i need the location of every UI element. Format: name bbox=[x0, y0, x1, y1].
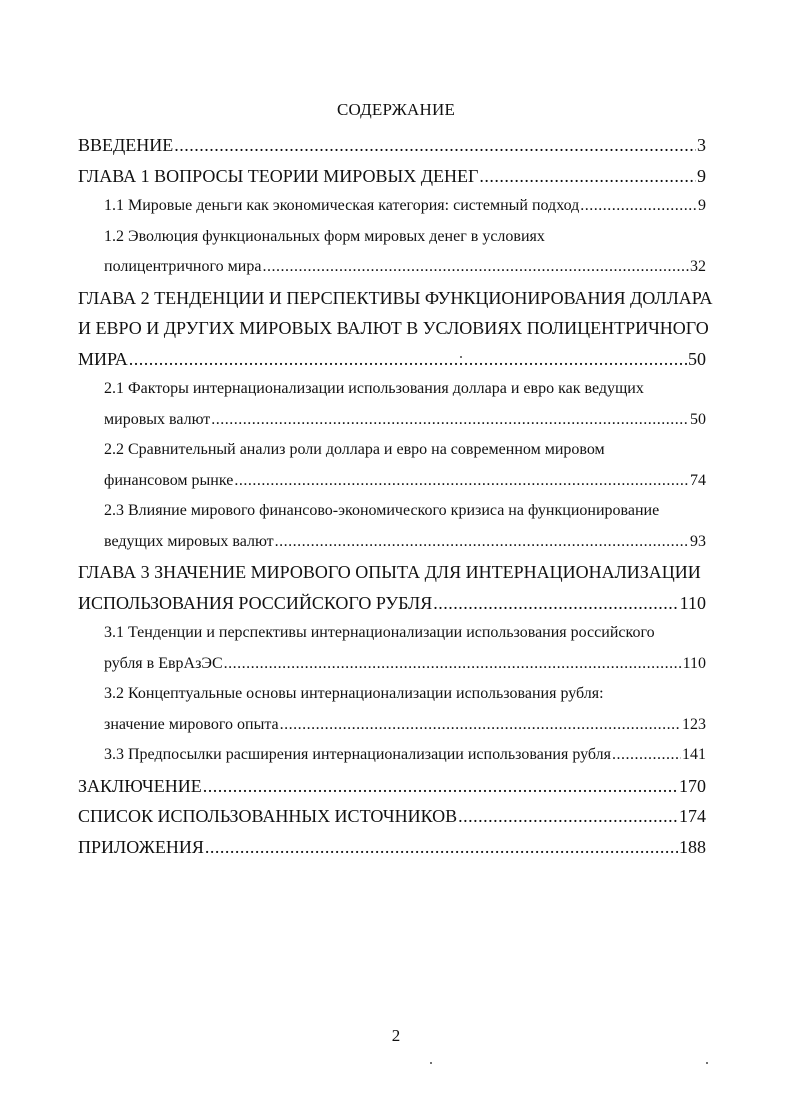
toc-entry-last-line bbox=[78, 344, 706, 375]
toc-entry-text: 2.2 Сравнительный анализ роли доллара и евро на современном мировом bbox=[104, 441, 605, 458]
toc-entry-text: 1.1 Мировые деньги как экономическая категория: системный подход bbox=[104, 197, 580, 214]
toc-entry-last-line bbox=[78, 801, 706, 832]
scan-speck bbox=[706, 1062, 708, 1064]
toc-entry-text: ГЛАВА 2 ТЕНДЕНЦИИ И ПЕРСПЕКТИВЫ ФУНКЦИОНИРОВАНИЯ ДОЛЛАРА bbox=[78, 287, 713, 308]
toc-entry-text: 2.3 Влияние мирового финансово-экономического кризиса на функционирование bbox=[104, 502, 660, 519]
toc-section-entry[interactable] bbox=[78, 191, 706, 222]
dot-leader bbox=[211, 405, 689, 436]
toc-page-number: 32 bbox=[690, 258, 706, 275]
dot-leader bbox=[280, 710, 681, 741]
toc-entry-last-line bbox=[104, 252, 706, 283]
toc-entry-last-line bbox=[104, 710, 706, 741]
toc-page-number: 9 bbox=[698, 197, 706, 214]
toc-entry-last-line bbox=[78, 771, 706, 802]
toc-entry-text: 3.1 Тенденции и перспективы интернационализации использования российского bbox=[104, 624, 655, 641]
dot-leader bbox=[205, 832, 678, 863]
dot-leader bbox=[612, 740, 681, 771]
toc-page-number: 174 bbox=[679, 806, 706, 826]
toc-entry-last-line bbox=[104, 527, 706, 558]
dot-leader bbox=[174, 130, 696, 161]
toc-section-entry[interactable] bbox=[78, 435, 706, 496]
toc-entry-text: полицентричного мира bbox=[104, 258, 262, 275]
toc-section-entry[interactable] bbox=[78, 222, 706, 283]
toc-section-entry[interactable] bbox=[78, 740, 706, 771]
toc-page-number: 123 bbox=[682, 715, 706, 733]
toc-page-number: 9 bbox=[697, 165, 706, 186]
toc-entry-text: ПРИЛОЖЕНИЯ bbox=[78, 836, 204, 857]
toc-section-entry[interactable] bbox=[78, 679, 706, 740]
toc-chapter-entry[interactable] bbox=[78, 557, 706, 618]
dot-leader bbox=[224, 649, 682, 680]
toc-page-number: 50 bbox=[688, 348, 706, 369]
toc-page-number: 188 bbox=[679, 836, 706, 857]
toc-chapter-entry[interactable] bbox=[78, 161, 706, 192]
toc-section-entry[interactable] bbox=[78, 496, 706, 557]
toc-entry-last-line bbox=[78, 161, 706, 192]
toc-entry-text: ВВЕДЕНИЕ bbox=[78, 135, 174, 155]
toc-entry-last-line bbox=[104, 191, 706, 222]
toc-page-number: 110 bbox=[679, 592, 706, 613]
dot-leader bbox=[129, 344, 687, 375]
dot-leader bbox=[433, 588, 678, 619]
toc-page-number: 170 bbox=[679, 775, 706, 796]
toc-entry-text: мировых валют bbox=[104, 410, 211, 428]
scan-speck bbox=[460, 356, 462, 358]
page-number: 2 bbox=[391, 1026, 401, 1045]
toc-entry-text: ЗАКЛЮЧЕНИЕ bbox=[78, 775, 202, 796]
toc-page-number: 93 bbox=[690, 532, 706, 550]
toc-entry-last-line bbox=[104, 649, 706, 680]
toc-entry-last-line bbox=[78, 130, 706, 161]
toc-entry-last-line bbox=[104, 405, 706, 436]
toc-chapter-entry[interactable] bbox=[78, 832, 706, 863]
toc-entry-text: 2.1 Факторы интернационализации использования доллара и евро как ведущих bbox=[104, 380, 644, 397]
toc-entry-text: ведущих мировых валют bbox=[104, 532, 274, 550]
dot-leader bbox=[275, 527, 689, 558]
toc-entry-text: И ЕВРО И ДРУГИХ МИРОВЫХ ВАЛЮТ В УСЛОВИЯХ ПОЛИЦЕНТРИЧНОГО bbox=[78, 318, 709, 338]
toc-entry-text: СПИСОК ИСПОЛЬЗОВАННЫХ ИСТОЧНИКОВ bbox=[78, 806, 458, 826]
toc-title: СОДЕРЖАНИЕ bbox=[336, 100, 456, 119]
dot-leader bbox=[234, 466, 689, 497]
dot-leader bbox=[580, 191, 697, 222]
toc-entry-text: ГЛАВА 1 ВОПРОСЫ ТЕОРИИ МИРОВЫХ ДЕНЕГ bbox=[78, 165, 479, 186]
toc-section-entry[interactable] bbox=[78, 374, 706, 435]
toc-chapter-entry[interactable] bbox=[78, 771, 706, 802]
toc-entry-text: ИСПОЛЬЗОВАНИЯ РОССИЙСКОГО РУБЛЯ bbox=[78, 592, 433, 613]
toc-entry-last-line bbox=[104, 740, 706, 771]
toc-entry-text: ГЛАВА 3 ЗНАЧЕНИЕ МИРОВОГО ОПЫТА ДЛЯ ИНТЕРНАЦИОНАЛИЗАЦИИ bbox=[78, 562, 701, 582]
toc-chapter-entry[interactable] bbox=[78, 130, 706, 161]
toc-page-number: 141 bbox=[682, 746, 706, 763]
dot-leader bbox=[458, 801, 678, 832]
toc-entry-text: 1.2 Эволюция функциональных форм мировых денег в условиях bbox=[104, 227, 545, 245]
toc-entry-last-line bbox=[104, 466, 706, 497]
toc-chapter-entry[interactable] bbox=[78, 801, 706, 832]
toc-entry-text: значение мирового опыта bbox=[104, 715, 279, 733]
toc-page-number: 50 bbox=[690, 410, 706, 428]
toc-page-number: 74 bbox=[690, 471, 706, 489]
toc-chapter-entry[interactable] bbox=[78, 283, 713, 375]
dot-leader bbox=[203, 771, 678, 802]
table-of-contents bbox=[78, 130, 713, 862]
toc-entry-text: 3.3 Предпосылки расширения интернационализации использования рубля bbox=[104, 746, 611, 763]
toc-page-number: 3 bbox=[697, 135, 706, 155]
dot-leader bbox=[262, 252, 689, 283]
toc-page-number: 110 bbox=[682, 654, 706, 672]
toc-entry-text: финансовом рынке bbox=[104, 471, 234, 489]
toc-section-entry[interactable] bbox=[78, 618, 706, 679]
toc-entry-text: рубля в ЕврАзЭС bbox=[104, 654, 223, 672]
toc-entry-text: МИРА bbox=[78, 348, 128, 369]
toc-entry-last-line bbox=[78, 588, 706, 619]
toc-entry-text: 3.2 Концептуальные основы интернационализации использования рубля: bbox=[104, 685, 604, 702]
dot-leader bbox=[479, 161, 696, 192]
scan-speck bbox=[430, 1062, 432, 1064]
toc-entry-last-line bbox=[78, 832, 706, 863]
